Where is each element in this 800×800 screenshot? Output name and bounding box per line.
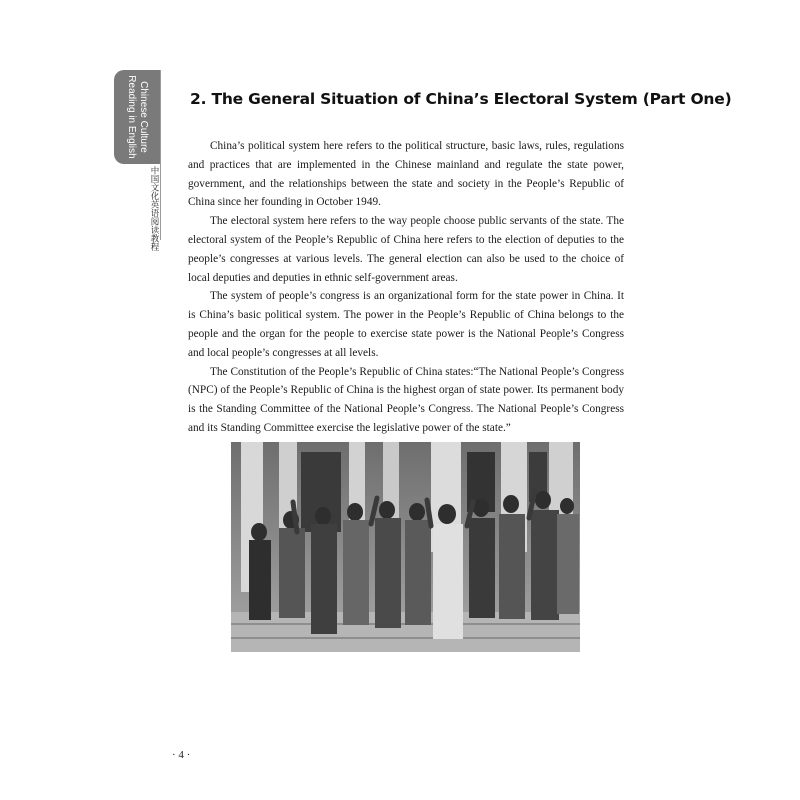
paragraph-3: The system of people’s congress is an organizational form for the state power in China. It is China’s basic political system. The power in the People’s Republic of China belongs to the people and the organ for the people to exercise state power is the National People’s Congress and local people’s congresses at all levels. [188, 290, 624, 359]
page-number: · 4 · [172, 749, 191, 761]
sidebar-tab-line-2: Reading in English [126, 75, 137, 159]
paragraph-1: China’s political system here refers to the political structure, basic laws, rules, regulations and practices that are implemented in the Chinese mainland and regulate the state power, government, and the relationships between the state and society in the People’s Republic of China since her founding in October 1949. [188, 140, 624, 209]
page-title: 2. The General Situation of China’s Electoral System (Part One) [190, 90, 732, 108]
sidebar-divider [160, 70, 161, 240]
sidebar-tab [114, 70, 160, 164]
photo-illustration [231, 442, 580, 652]
paragraph-2: The electoral system here refers to the way people choose public servants of the state. The electoral system of the People’s Republic of China here refers to the election of deputies to the people’s congresses at various levels. The general election can also be used to the choice of local deputies and deputies in ethnic self-government areas. [188, 215, 624, 284]
body-text [188, 137, 624, 438]
paragraph-4: The Constitution of the People’s Republic of China states:“The National People’s Congress (NPC) of the People’s Republic of China is the highest organ of state power. Its permanent body is the Standing Committee of the National People’s Congress. The National People’s Congress and its Standing Committee exercise the legislative power of the state.” [188, 365, 624, 434]
sidebar-tab-line-1: Chinese Culture [138, 81, 149, 153]
sidebar-tab-text [125, 72, 149, 162]
sidebar-chinese-title: 中国文化英语阅读教程 [149, 166, 159, 251]
photo-deputies [231, 442, 580, 652]
